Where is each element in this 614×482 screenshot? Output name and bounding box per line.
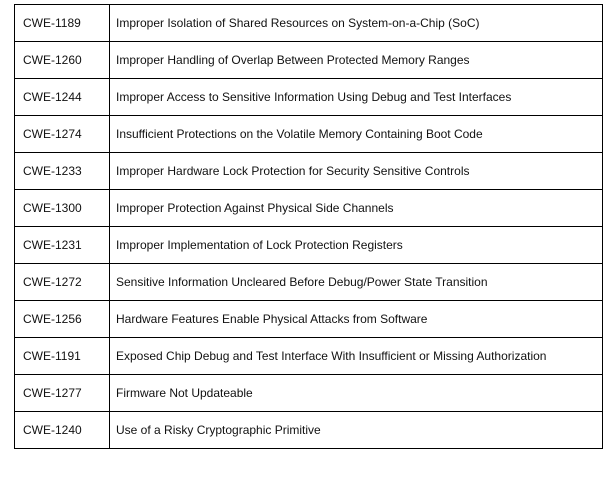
table-row — [15, 190, 603, 227]
table-row — [15, 42, 603, 79]
cwe-name-cell: Improper Implementation of Lock Protection Registers — [110, 227, 603, 264]
table-row — [15, 264, 603, 301]
cwe-id-cell: CWE-1260 — [15, 42, 110, 79]
cwe-id-cell: CWE-1189 — [15, 5, 110, 42]
table-row — [15, 5, 603, 42]
cwe-name-cell: Improper Protection Against Physical Side Channels — [110, 190, 603, 227]
cwe-id-cell: CWE-1244 — [15, 79, 110, 116]
cwe-id-cell: CWE-1240 — [15, 412, 110, 449]
cwe-id-cell: CWE-1233 — [15, 153, 110, 190]
cwe-name-cell: Insufficient Protections on the Volatile Memory Containing Boot Code — [110, 116, 603, 153]
cwe-id-cell: CWE-1191 — [15, 338, 110, 375]
cwe-table-body — [15, 5, 603, 449]
cwe-name-cell: Improper Isolation of Shared Resources on System-on-a-Chip (SoC) — [110, 5, 603, 42]
cwe-name-cell: Firmware Not Updateable — [110, 375, 603, 412]
table-row — [15, 301, 603, 338]
cwe-name-cell: Sensitive Information Uncleared Before Debug/Power State Transition — [110, 264, 603, 301]
cwe-id-cell: CWE-1256 — [15, 301, 110, 338]
cwe-id-cell: CWE-1272 — [15, 264, 110, 301]
cwe-name-cell: Use of a Risky Cryptographic Primitive — [110, 412, 603, 449]
cwe-name-cell: Improper Access to Sensitive Information Using Debug and Test Interfaces — [110, 79, 603, 116]
cwe-name-cell: Improper Hardware Lock Protection for Security Sensitive Controls — [110, 153, 603, 190]
cwe-name-cell: Improper Handling of Overlap Between Protected Memory Ranges — [110, 42, 603, 79]
table-row — [15, 338, 603, 375]
table-row — [15, 79, 603, 116]
cwe-id-cell: CWE-1274 — [15, 116, 110, 153]
table-row — [15, 227, 603, 264]
table-row — [15, 412, 603, 449]
cwe-name-cell: Hardware Features Enable Physical Attacks from Software — [110, 301, 603, 338]
cwe-name-cell: Exposed Chip Debug and Test Interface With Insufficient or Missing Authorization — [110, 338, 603, 375]
table-row — [15, 375, 603, 412]
table-row — [15, 116, 603, 153]
cwe-id-cell: CWE-1277 — [15, 375, 110, 412]
cwe-table — [14, 4, 603, 449]
cwe-id-cell: CWE-1231 — [15, 227, 110, 264]
table-row — [15, 153, 603, 190]
cwe-id-cell: CWE-1300 — [15, 190, 110, 227]
